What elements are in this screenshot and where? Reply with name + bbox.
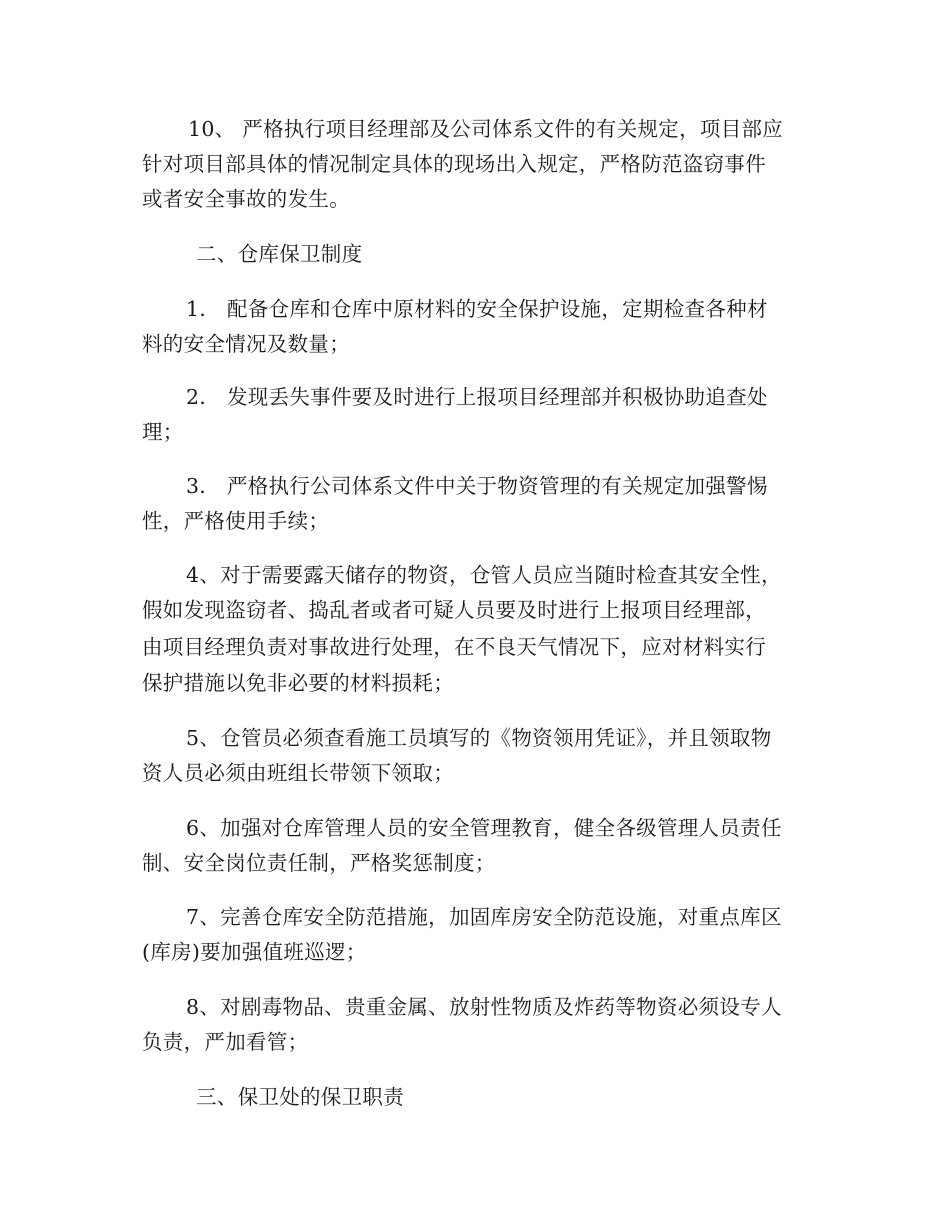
warehouse-rule-2-line-2: 理； [142,420,184,444]
warehouse-rule-3-line-1: 3． 严格执行公司体系文件中关于物资管理的有关规定加强警惕 [186,474,768,498]
section-heading-security-office-duties: 三、保卫处的保卫职责 [196,1085,404,1109]
warehouse-rule-4-line-1: 4、对于需要露天储存的物资，仓管人员应当随时检查其安全性， [186,563,782,587]
warehouse-rule-8-line-1: 8、对剧毒物品、贵重金属、放射性物质及炸药等物资必须设专人 [186,995,782,1019]
warehouse-rule-6-line-1: 6、加强对仓库管理人员的安全管理教育，健全各级管理人员责任 [186,816,782,840]
warehouse-rule-4-line-3: 由项目经理负责对事故进行处理，在不良天气情况下，应对材料实行 [142,635,766,659]
rule-10-line-3: 或者安全事故的发生。 [142,187,350,211]
section-heading-warehouse-security: 二、仓库保卫制度 [196,242,363,266]
warehouse-rule-1-line-2: 料的安全情况及数量； [142,332,350,356]
warehouse-rule-7-line-2: (库房)要加强值班巡逻； [142,940,367,964]
warehouse-rule-7-line-1: 7、完善仓库安全防范措施，加固库房安全防范设施，对重点库区 [186,905,782,929]
rule-10-line-2: 针对项目部具体的情况制定具体的现场出入规定，严格防范盗窃事件 [142,152,766,176]
warehouse-rule-1-line-1: 1． 配备仓库和仓库中原材料的安全保护设施，定期检查各种材 [186,297,768,321]
warehouse-rule-3-line-2: 性，严格使用手续； [142,509,330,533]
warehouse-rule-6-line-2: 制、安全岗位责任制，严格奖惩制度； [142,851,496,875]
rule-10-line-1: 10、 严格执行项目经理部及公司体系文件的有关规定，项目部应 [188,117,784,141]
warehouse-rule-2-line-1: 2． 发现丢失事件要及时进行上报项目经理部并积极协助追查处 [186,385,768,409]
warehouse-rule-5-line-1: 5、仓管员必须查看施工员填写的《物资领用凭证》，并且领取物 [186,726,772,750]
warehouse-rule-4-line-4: 保护措施以免非必要的材料损耗； [142,671,454,695]
warehouse-rule-5-line-2: 资人员必须由班组长带领下领取； [142,761,454,785]
warehouse-rule-4-line-2: 假如发现盗窃者、捣乱者或者可疑人员要及时进行上报项目经理部， [142,598,766,622]
warehouse-rule-8-line-2: 负责，严加看管； [142,1030,309,1054]
